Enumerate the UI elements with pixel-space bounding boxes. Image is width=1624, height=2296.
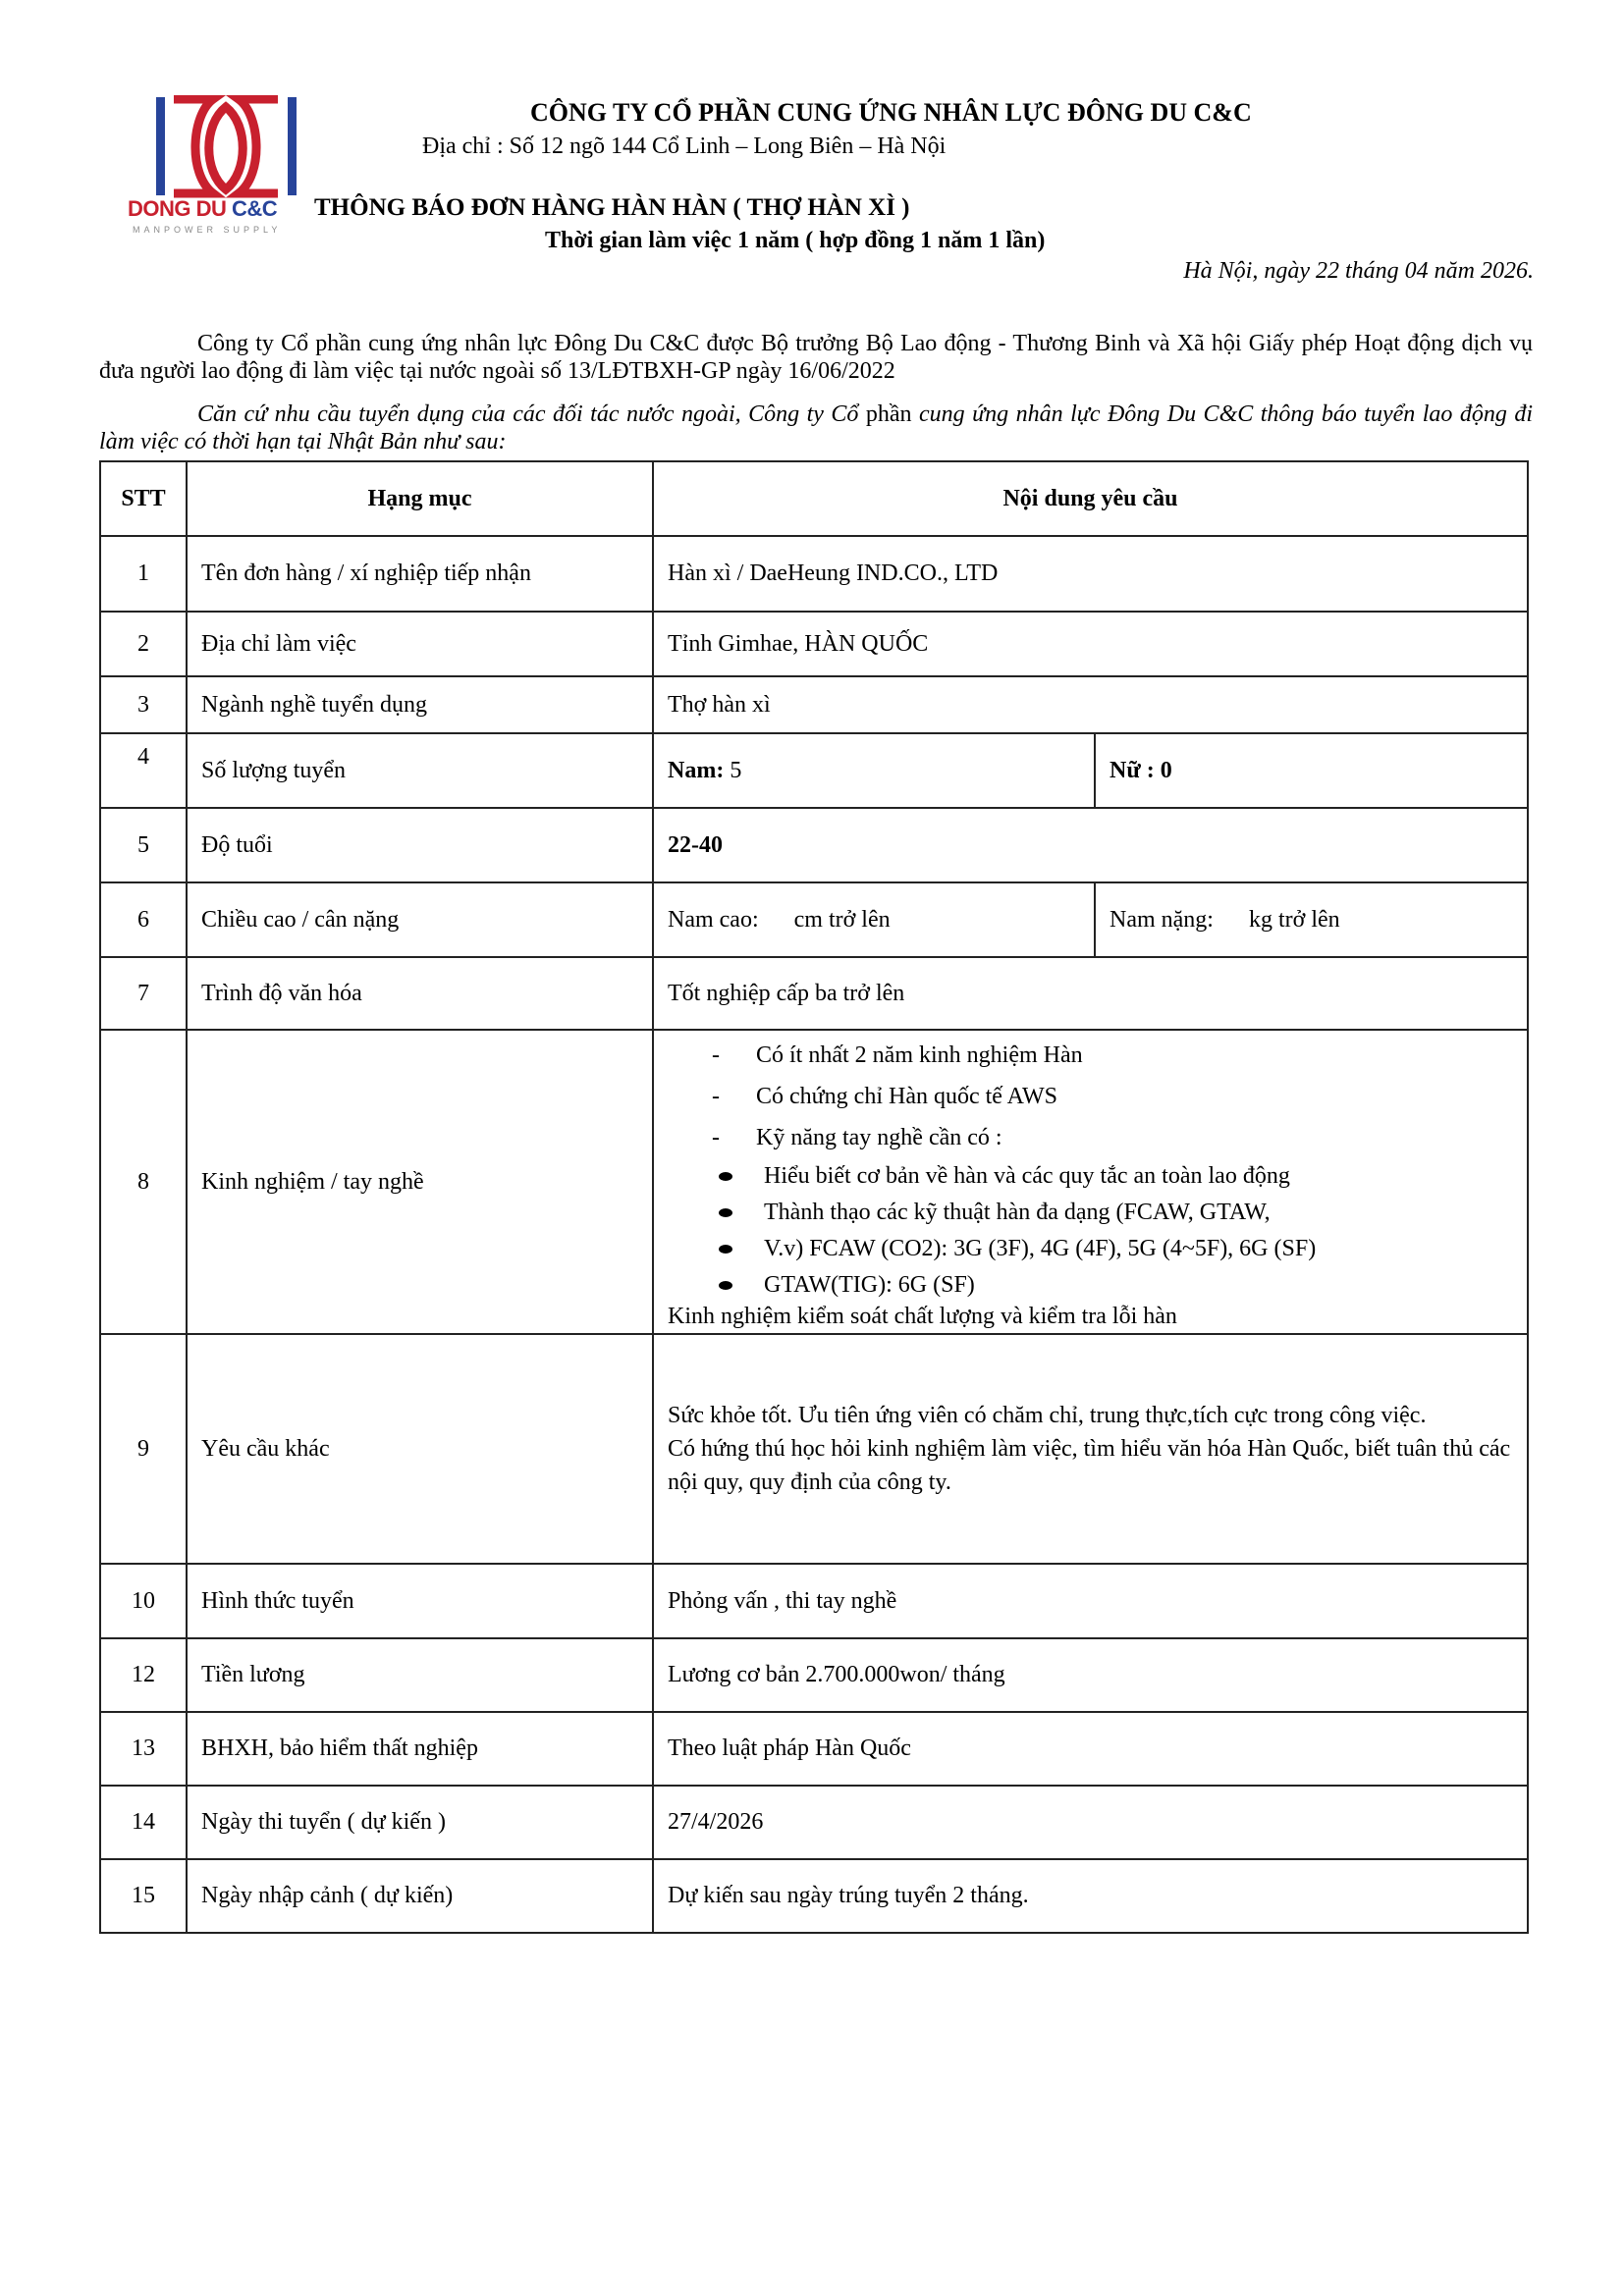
intro-paragraph-license <box>99 330 1533 385</box>
table-row <box>100 1712 1528 1786</box>
row-item: Hình thức tuyển <box>187 1564 653 1638</box>
row-stt: 14 <box>100 1786 187 1859</box>
intro-text-1: Công ty Cổ phần cung ứng nhân lực Đông Du C&C được Bộ trưởng Bộ Lao động - Thương Binh và Xã hội Giấy phép Hoạt động dịch vụ đưa người lao động đi làm việc tại nước ngoài số 13/LĐTBXH-GP ngày 16/06/2022 <box>99 331 1533 384</box>
notice-title: THÔNG BÁO ĐƠN HÀNG HÀN HÀN ( THỢ HÀN XÌ ) <box>314 194 910 221</box>
row-item: Chiều cao / cân nặng <box>187 882 653 957</box>
header-content: Nội dung yêu cầu <box>653 461 1528 536</box>
male-value: 5 <box>730 757 742 783</box>
row-item: Tên đơn hàng / xí nghiệp tiếp nhận <box>187 536 653 612</box>
row-content: 22-40 <box>653 808 1528 882</box>
other-line-1: Sức khỏe tốt. Ưu tiên ứng viên có chăm chỉ, trung thực,tích cực trong công việc. <box>668 1403 1427 1428</box>
row-content: Tốt nghiệp cấp ba trở lên <box>653 957 1528 1030</box>
row-stt: 12 <box>100 1638 187 1712</box>
logo-brand-blue: C&C <box>232 196 278 221</box>
row-stt: 9 <box>100 1334 187 1564</box>
row-weight: Nam nặng: kg trở lên <box>1095 882 1528 957</box>
bullet-item: Thành thạo các kỹ thuật hàn đa dạng (FCAW, GTAW, <box>719 1195 1513 1231</box>
dash-item: - Có chứng chỉ Hàn quốc tế AWS <box>712 1076 1513 1117</box>
row-stt: 7 <box>100 957 187 1030</box>
row-experience-content <box>653 1030 1528 1334</box>
table-row <box>100 676 1528 733</box>
row-female-count: Nữ : 0 <box>1095 733 1528 808</box>
dash-list <box>668 1035 1513 1158</box>
row-item: Ngày thi tuyển ( dự kiến ) <box>187 1786 653 1859</box>
row-content: 27/4/2026 <box>653 1786 1528 1859</box>
row-content: Theo luật pháp Hàn Quốc <box>653 1712 1528 1786</box>
table-row <box>100 1334 1528 1564</box>
table-row <box>100 1638 1528 1712</box>
bullet-list <box>668 1158 1513 1304</box>
row-item: Trình độ văn hóa <box>187 957 653 1030</box>
table-row <box>100 536 1528 612</box>
company-address: Địa chỉ : Số 12 ngõ 144 Cổ Linh – Long Biên – Hà Nội <box>422 133 947 159</box>
row-stt: 8 <box>100 1030 187 1334</box>
row-content: Hàn xì / DaeHeung IND.CO., LTD <box>653 536 1528 612</box>
row-content: Phỏng vấn , thi tay nghề <box>653 1564 1528 1638</box>
row-stt: 10 <box>100 1564 187 1638</box>
row-stt: 4 <box>100 733 187 808</box>
table-row <box>100 1786 1528 1859</box>
row-item: Độ tuổi <box>187 808 653 882</box>
intro-text-2a: Căn cứ nhu cầu tuyển dụng của các đối tác nước ngoài, Công ty Cổ <box>197 401 866 427</box>
table-row <box>100 1859 1528 1933</box>
row-content: Lương cơ bản 2.700.000won/ tháng <box>653 1638 1528 1712</box>
bullet-item: Hiểu biết cơ bản về hàn và các quy tắc an toàn lao động <box>719 1158 1513 1195</box>
table-row <box>100 808 1528 882</box>
row-stt: 3 <box>100 676 187 733</box>
logo-wordmark <box>128 196 277 222</box>
row-content: Dự kiến sau ngày trúng tuyển 2 tháng. <box>653 1859 1528 1933</box>
row-height: Nam cao: cm trở lên <box>653 882 1095 957</box>
table-row <box>100 612 1528 676</box>
row-content: Thợ hàn xì <box>653 676 1528 733</box>
requirements-table <box>99 460 1529 1934</box>
row-item: BHXH, bảo hiểm thất nghiệp <box>187 1712 653 1786</box>
table-row <box>100 1030 1528 1334</box>
row-item: Ngành nghề tuyển dụng <box>187 676 653 733</box>
row-stt: 5 <box>100 808 187 882</box>
row-item: Số lượng tuyển <box>187 733 653 808</box>
logo-brand-red: DONG DU <box>128 196 227 221</box>
row-item: Địa chỉ làm việc <box>187 612 653 676</box>
other-line-2: Có hứng thú học hỏi kinh nghiệm làm việc, tìm hiểu văn hóa Hàn Quốc, biết tuân thủ các nội quy, quy định của công ty. <box>668 1436 1511 1495</box>
table-row <box>100 957 1528 1030</box>
row-item: Ngày nhập cảnh ( dự kiến) <box>187 1859 653 1933</box>
logo-tagline: MANPOWER SUPPLY <box>133 225 282 235</box>
row-other-content <box>653 1334 1528 1564</box>
table-row <box>100 882 1528 957</box>
intro-text-2c: cung ứng nhân lực Đông Du C&C thông báo tuyển lao động đi làm việc có thời hạn tại Nhật Bản như sau: <box>99 401 1534 454</box>
company-name: CÔNG TY CỔ PHẦN CUNG ỨNG NHÂN LỰC ĐÔNG DU C&C <box>530 98 1252 127</box>
intro-paragraph-basis <box>99 400 1533 455</box>
row-stt: 15 <box>100 1859 187 1933</box>
row-item: Kinh nghiệm / tay nghề <box>187 1030 653 1334</box>
notice-subtitle: Thời gian làm việc 1 năm ( hợp đồng 1 năm 1 lần) <box>545 228 1046 253</box>
dash-item: - Có ít nhất 2 năm kinh nghiệm Hàn <box>712 1035 1513 1076</box>
table-row <box>100 1564 1528 1638</box>
bullet-item: GTAW(TIG): 6G (SF) <box>719 1267 1513 1304</box>
table-row <box>100 733 1528 808</box>
row-male-count <box>653 733 1095 808</box>
row-content: Tỉnh Gimhae, HÀN QUỐC <box>653 612 1528 676</box>
row-stt: 13 <box>100 1712 187 1786</box>
row-stt: 6 <box>100 882 187 957</box>
experience-tail: Kinh nghiệm kiểm soát chất lượng và kiểm tra lỗi hàn <box>668 1304 1177 1329</box>
header-item: Hạng mục <box>187 461 653 536</box>
intro-text-2b: phần <box>865 401 912 427</box>
row-stt: 1 <box>100 536 187 612</box>
company-logo <box>128 95 309 242</box>
date-line: Hà Nội, ngày 22 tháng 04 năm 2026. <box>1183 258 1534 284</box>
bullet-item: V.v) FCAW (CO2): 3G (3F), 4G (4F), 5G (4~5F), 6G (SF) <box>719 1231 1513 1267</box>
male-label: Nam: <box>668 757 725 783</box>
row-item: Tiền lương <box>187 1638 653 1712</box>
header-stt: STT <box>100 461 187 536</box>
dash-item: - Kỹ năng tay nghề cần có : <box>712 1117 1513 1158</box>
table-header-row <box>100 461 1528 536</box>
row-item: Yêu cầu khác <box>187 1334 653 1564</box>
row-stt: 2 <box>100 612 187 676</box>
